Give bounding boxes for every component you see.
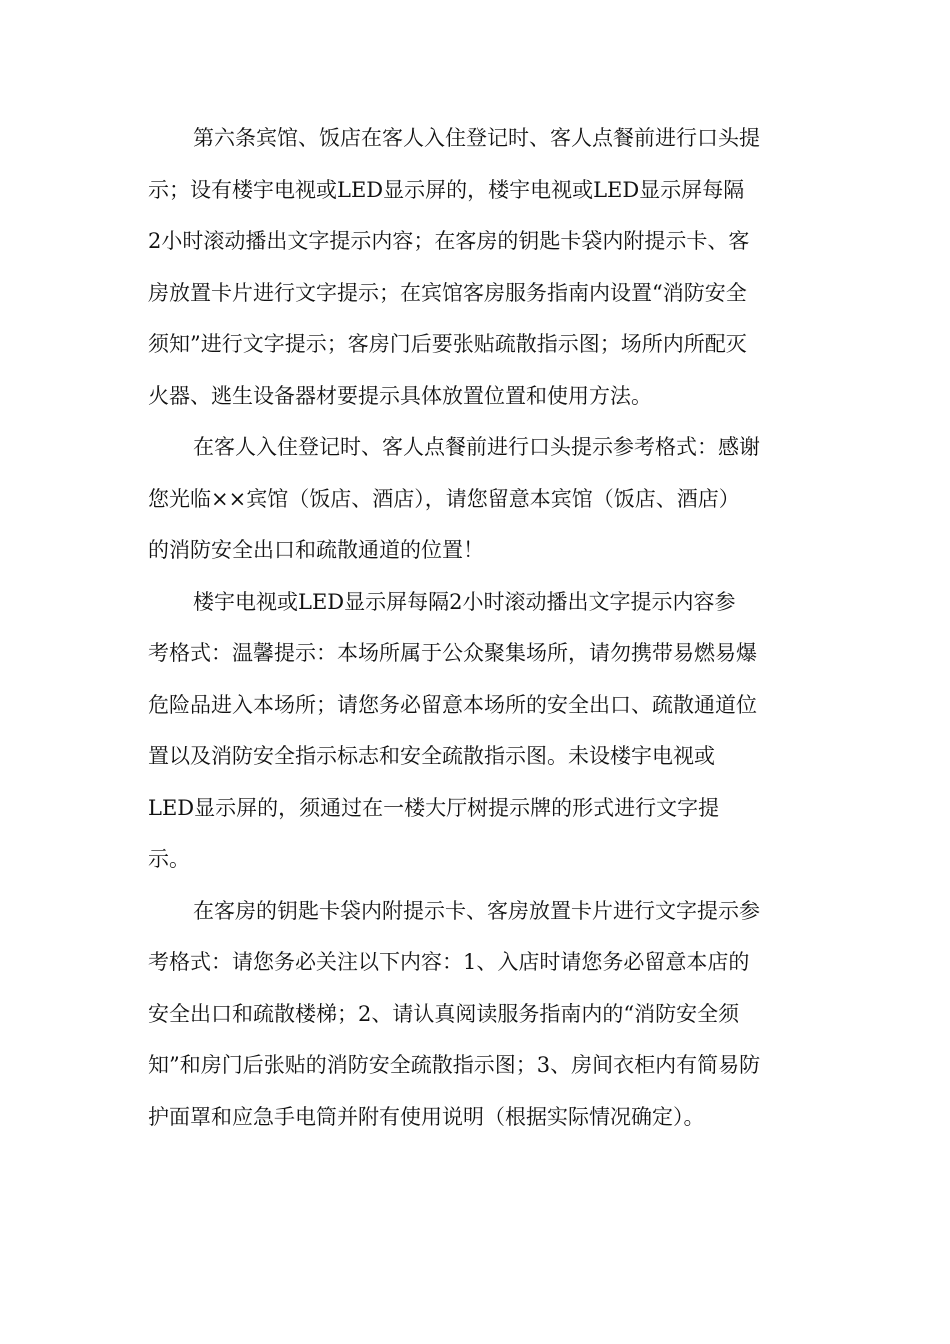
paragraph-line: 考格式：请您务必关注以下内容：1、入店时请您务必留意本店的 [148,950,750,974]
paragraph-line: 2小时滚动播出文字提示内容；在客房的钥匙卡袋内附提示卡、客 [148,229,750,253]
paragraph-line: LED显示屏的，须通过在一楼大厅树提示牌的形式进行文字提 [148,795,720,820]
paragraph-article-six [148,113,803,422]
paragraph-room-card-format [148,886,803,1144]
paragraph-line: 护面罩和应急手电筒并附有使用说明（根据实际情况确定）。 [148,1104,705,1129]
paragraph-line: 知”和房门后张贴的消防安全疏散指示图；3、房间衣柜内有简易防 [148,1053,761,1077]
paragraph-line: 的消防安全出口和疏散通道的位置！ [148,538,484,562]
paragraph-line: 须知”进行文字提示；客房门后要张贴疏散指示图；场所内所配灭 [148,332,747,356]
paragraph-line: 危险品进入本场所；请您务必留意本场所的安全出口、疏散通道位 [148,692,757,717]
paragraph-line: 您光临××宾馆（饭店、酒店），请您留意本宾馆（饭店、酒店） [148,486,740,511]
paragraph-line: 第六条宾馆、饭店在客人入住登记时、客人点餐前进行口头提 [193,126,760,150]
paragraph-line: 楼宇电视或LED显示屏每隔2小时滚动播出文字提示内容参 [193,589,736,614]
paragraph-line: 在客人入住登记时、客人点餐前进行口头提示参考格式：感谢 [193,435,760,459]
paragraph-line: 火器、逃生设备器材要提示具体放置位置和使用方法。 [148,383,652,408]
paragraph-verbal-reminder-format [148,422,803,577]
paragraph-line: 安全出口和疏散楼梯；2、请认真阅读服务指南内的“消防安全须 [148,1001,740,1026]
paragraph-line: 示；设有楼宇电视或LED显示屏的，楼宇电视或LED显示屏每隔 [148,177,745,202]
document-body [148,113,803,1143]
paragraph-line: 示。 [148,847,190,871]
paragraph-line: 房放置卡片进行文字提示；在宾馆客房服务指南内设置“消防安全 [148,280,747,305]
paragraph-line: 在客房的钥匙卡袋内附提示卡、客房放置卡片进行文字提示参 [193,898,760,923]
paragraph-line: 考格式：温馨提示：本场所属于公众聚集场所，请勿携带易燃易爆 [148,641,757,665]
paragraph-led-display-format [148,577,803,886]
paragraph-line: 置以及消防安全指示标志和安全疏散指示图。未设楼宇电视或 [148,744,715,768]
